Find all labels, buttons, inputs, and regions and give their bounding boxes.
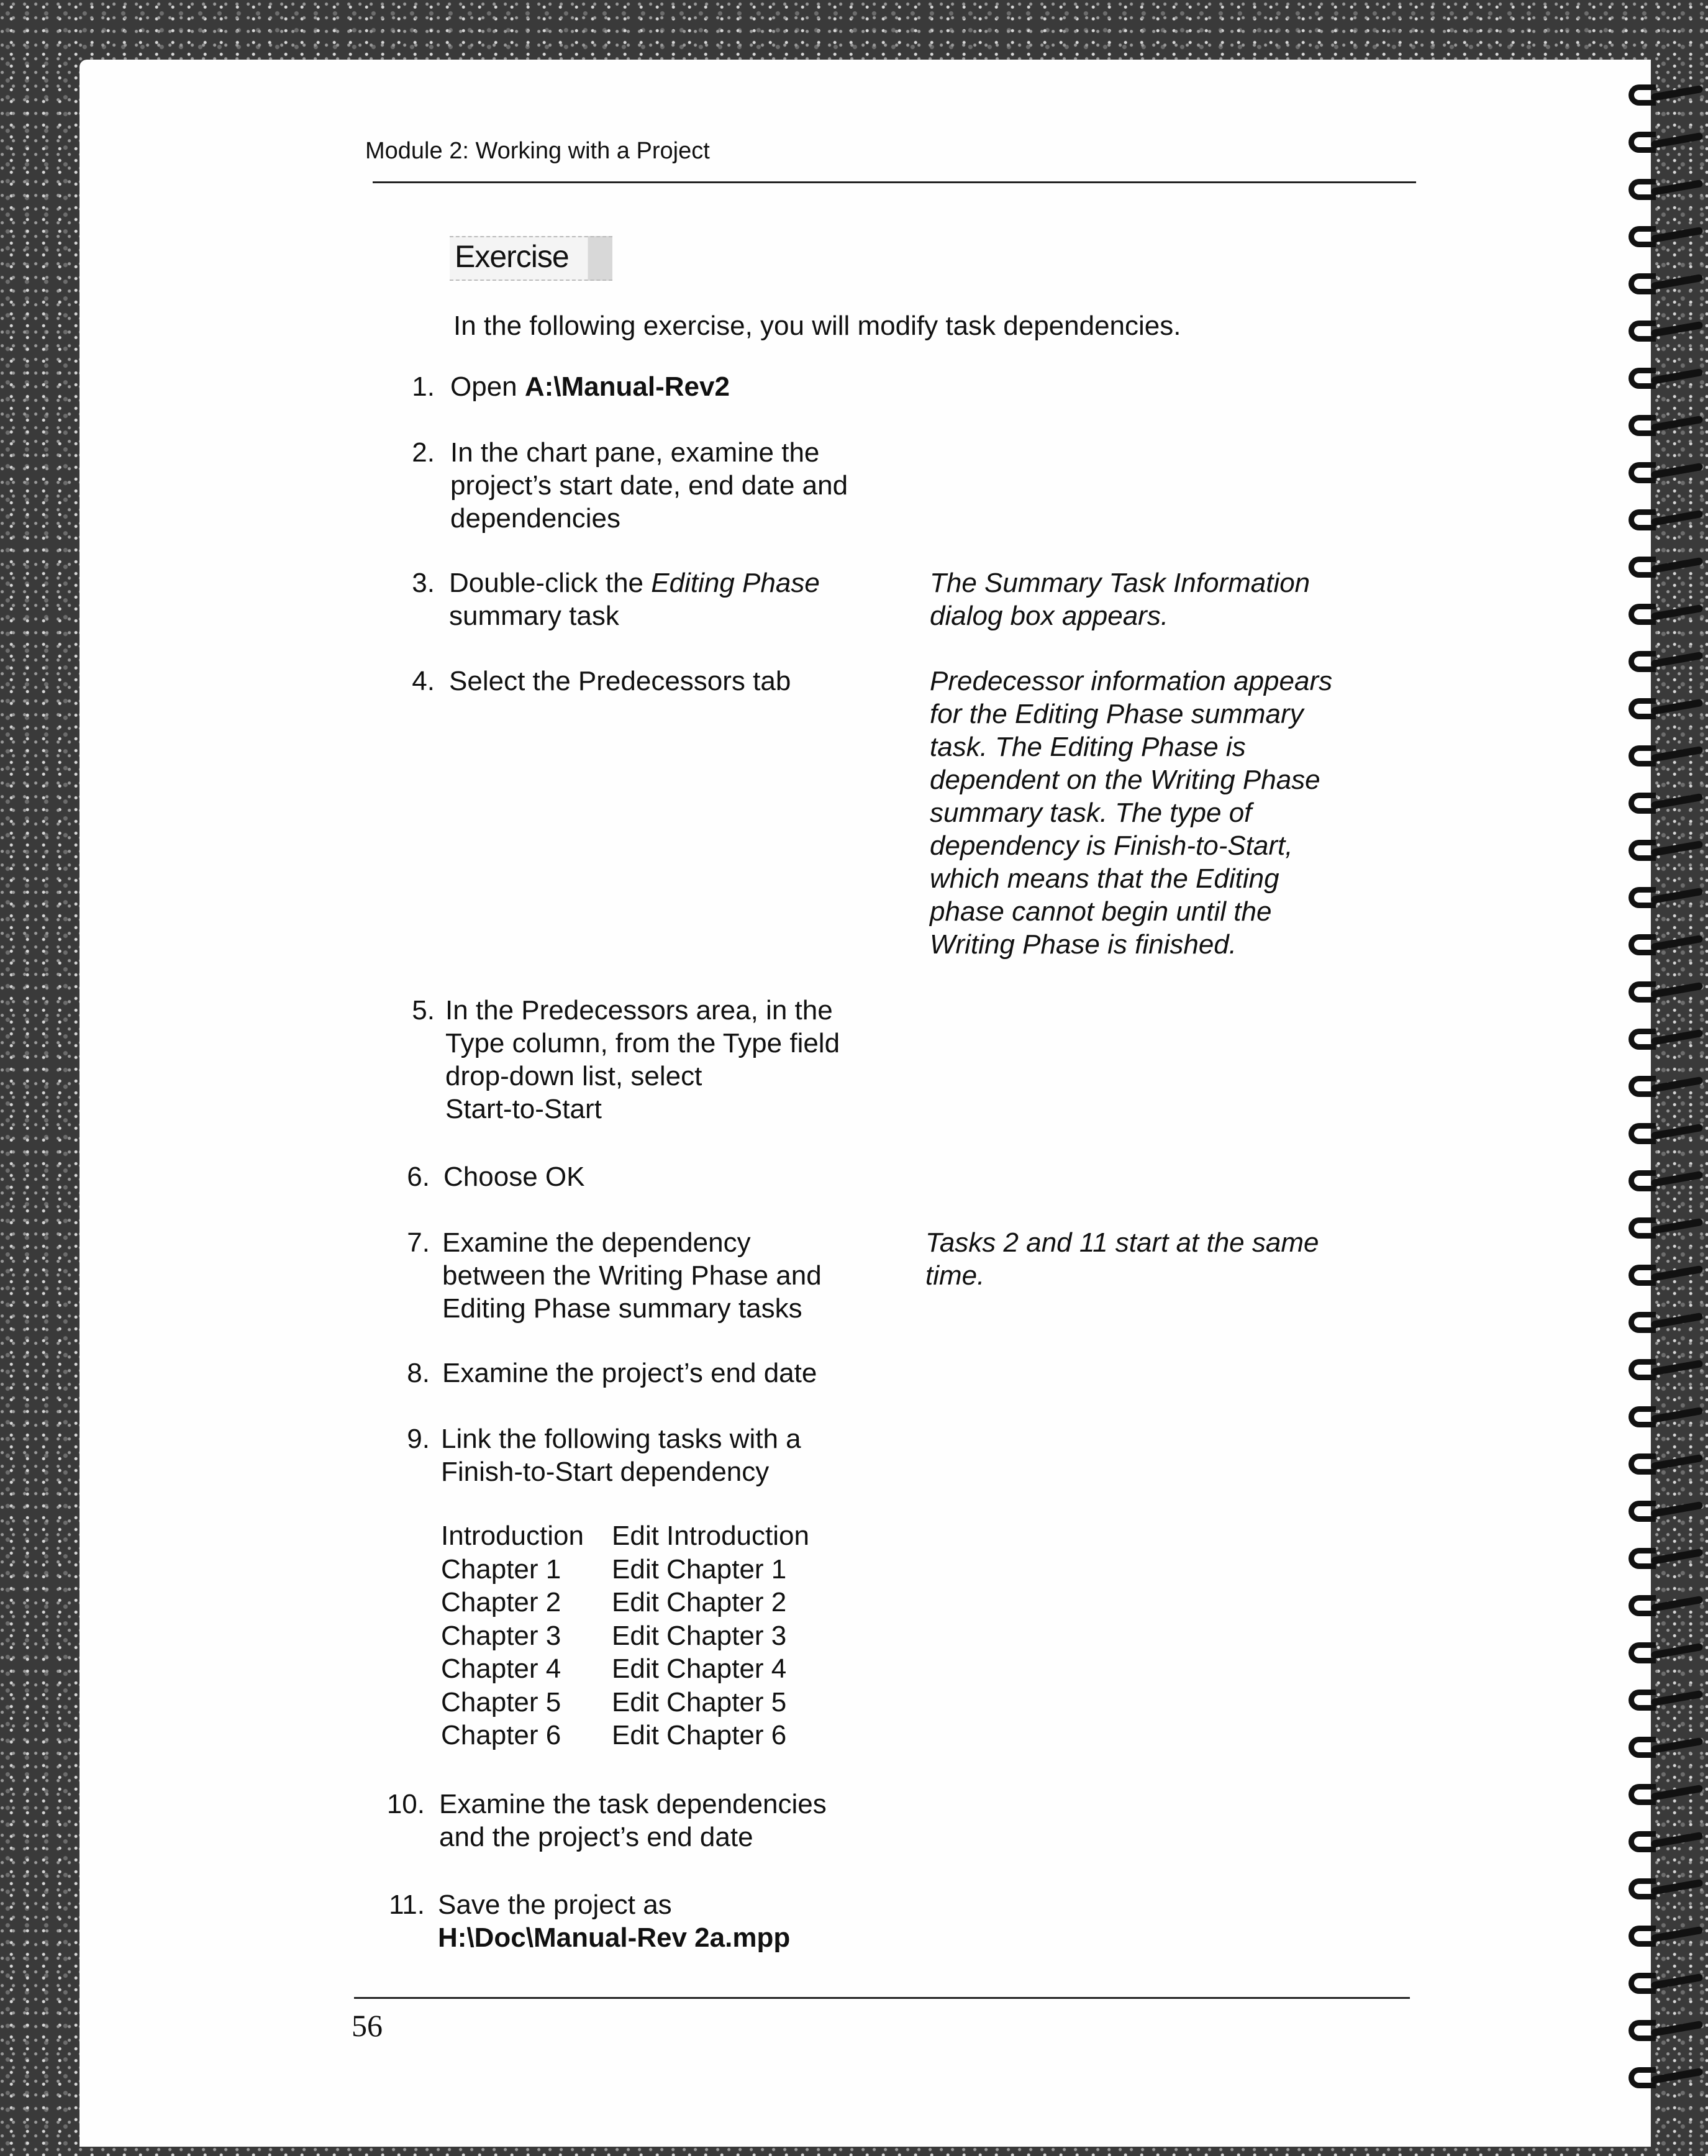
- binding-ring: [1629, 1733, 1703, 1762]
- footer-rule: [354, 1997, 1410, 1999]
- note-line: phase cannot begin until the: [930, 896, 1272, 927]
- step-number: 5.: [412, 995, 435, 1026]
- step-text-line: Examine the task dependencies: [439, 1789, 827, 1819]
- note-line: Tasks 2 and 11 start at the same: [925, 1227, 1319, 1258]
- binding-ring: [1629, 789, 1703, 817]
- page-header-title: Module 2: Working with a Project: [365, 138, 710, 164]
- note-line: task. The Editing Phase is: [930, 732, 1246, 762]
- binding-ring: [1629, 458, 1703, 487]
- exercise-intro: In the following exercise, you will modify task dependencies.: [453, 311, 1181, 341]
- successor-task: Edit Chapter 2: [612, 1587, 787, 1617]
- successor-task: Edit Chapter 4: [612, 1653, 787, 1684]
- predecessor-task: Chapter 3: [441, 1620, 561, 1651]
- step-text: Select the Predecessors tab: [449, 666, 791, 696]
- note-line: summary task. The type of: [930, 798, 1252, 828]
- step-text-line: In the chart pane, examine the: [450, 437, 820, 468]
- step-text: Choose OK: [443, 1162, 585, 1192]
- binding-ring: [1629, 222, 1703, 251]
- predecessor-task: Chapter 5: [441, 1686, 561, 1717]
- binding-ring: [1629, 1308, 1703, 1337]
- step-number: 3.: [412, 568, 435, 598]
- step-number: 6.: [407, 1162, 430, 1192]
- step-text-plain: Open: [450, 371, 525, 402]
- step-number: 9.: [407, 1424, 430, 1454]
- binding-ring: [1629, 1686, 1703, 1714]
- step-text-line: Start-to-Start: [445, 1094, 602, 1124]
- binding-ring: [1629, 506, 1703, 534]
- step-number: 7.: [407, 1227, 430, 1258]
- step-text-line: between the Writing Phase and: [442, 1260, 822, 1291]
- step-text-line: Save the project as: [438, 1890, 672, 1920]
- predecessor-task: Introduction: [441, 1521, 584, 1551]
- step-text-line: [449, 566, 820, 599]
- binding-ring: [1629, 1214, 1703, 1242]
- note-step-3: [930, 566, 1310, 632]
- binding-ring: [1629, 600, 1703, 629]
- step-number: 10.: [386, 1789, 425, 1819]
- step-number: 2.: [412, 437, 435, 468]
- binding-ring: [1629, 1261, 1703, 1290]
- document-page: [79, 60, 1651, 2147]
- binding-ring: [1629, 2063, 1703, 2092]
- binding-ring: [1629, 1403, 1703, 1431]
- successor-task: Edit Introduction: [612, 1521, 809, 1551]
- step-number: 8.: [407, 1358, 430, 1388]
- binding-ring: [1629, 1544, 1703, 1573]
- note-line: dependency is Finish-to-Start,: [930, 830, 1293, 861]
- binding-ring: [1629, 978, 1703, 1006]
- binding-ring: [1629, 1072, 1703, 1101]
- binding-ring: [1629, 411, 1703, 440]
- binding-ring: [1629, 81, 1703, 109]
- note-line: Writing Phase is finished.: [930, 929, 1237, 960]
- step-text-line: dependencies: [450, 503, 621, 534]
- binding-ring: [1629, 930, 1703, 959]
- note-line: time.: [925, 1260, 985, 1291]
- header-rule: [373, 181, 1416, 183]
- binding-ring: [1629, 1780, 1703, 1809]
- task-name-emphasis: Editing Phase: [651, 568, 820, 598]
- binding-ring: [1629, 175, 1703, 204]
- binding-ring: [1629, 1827, 1703, 1856]
- step-text-line: Finish-to-Start dependency: [441, 1457, 770, 1487]
- page-number: 56: [352, 2008, 383, 2043]
- binding-ring: [1629, 1025, 1703, 1053]
- note-line: for the Editing Phase summary: [930, 699, 1304, 729]
- step-text-line: Link the following tasks with a: [441, 1424, 801, 1454]
- note-line: Predecessor information appears: [930, 666, 1333, 696]
- note-line: dependent on the Writing Phase: [930, 765, 1320, 795]
- binding-ring: [1629, 128, 1703, 157]
- predecessor-task: Chapter 4: [441, 1653, 561, 1684]
- step-text: Examine the project’s end date: [442, 1358, 817, 1388]
- step-text-line: drop-down list, select: [445, 1061, 702, 1091]
- binding-ring: [1629, 2016, 1703, 2045]
- file-path: H:\Doc\Manual-Rev 2a.mpp: [438, 1922, 791, 1953]
- binding-ring: [1629, 694, 1703, 723]
- successor-task: Edit Chapter 1: [612, 1553, 787, 1585]
- step-text-line: Editing Phase summary tasks: [442, 1293, 802, 1324]
- binding-ring: [1629, 1497, 1703, 1526]
- predecessor-task: Chapter 2: [441, 1587, 561, 1617]
- binding-ring: [1629, 1450, 1703, 1478]
- step-number: 4.: [412, 666, 435, 696]
- successor-task: Edit Chapter 6: [612, 1720, 787, 1750]
- file-path: A:\Manual-Rev2: [524, 371, 730, 402]
- note-step-7: [925, 1226, 1319, 1292]
- binding-ring: [1629, 1167, 1703, 1195]
- step-text-line: and the project’s end date: [439, 1822, 753, 1852]
- binding-ring: [1629, 1119, 1703, 1148]
- successor-task: Edit Chapter 3: [612, 1620, 787, 1651]
- step-text-line: project’s start date, end date and: [450, 470, 848, 501]
- binding-ring: [1629, 1355, 1703, 1384]
- binding-ring: [1629, 836, 1703, 865]
- note-line: The Summary Task Information: [930, 568, 1311, 598]
- step-number: 11.: [389, 1890, 425, 1920]
- note-line: which means that the Editing: [930, 863, 1279, 894]
- binding-ring: [1629, 1639, 1703, 1667]
- step-text-plain: Double-click the: [449, 568, 652, 598]
- exercise-label: Exercise: [455, 239, 569, 274]
- step-text-line: Examine the dependency: [442, 1227, 751, 1258]
- binding-ring: [1629, 1922, 1703, 1950]
- step-text: [450, 370, 730, 403]
- step-text-line: summary task: [449, 601, 619, 631]
- step-number: 1.: [412, 371, 435, 402]
- step-text-line: In the Predecessors area, in the: [445, 995, 833, 1026]
- predecessor-task: Chapter 1: [441, 1553, 561, 1585]
- step-text-line: Type column, from the Type field: [445, 1028, 840, 1058]
- binding-ring: [1629, 647, 1703, 676]
- binding-ring: [1629, 1969, 1703, 1998]
- binding-ring: [1629, 317, 1703, 345]
- binding-ring: [1629, 742, 1703, 770]
- binding-ring: [1629, 553, 1703, 581]
- binding-ring: [1629, 883, 1703, 912]
- binding-ring: [1629, 364, 1703, 393]
- note-step-4: [930, 665, 1332, 961]
- successor-task: Edit Chapter 5: [612, 1686, 787, 1717]
- spiral-binding: [1621, 81, 1708, 2143]
- predecessor-task: Chapter 6: [441, 1720, 561, 1750]
- note-line: dialog box appears.: [930, 601, 1169, 631]
- binding-ring: [1629, 1875, 1703, 1903]
- binding-ring: [1629, 270, 1703, 298]
- binding-ring: [1629, 1591, 1703, 1620]
